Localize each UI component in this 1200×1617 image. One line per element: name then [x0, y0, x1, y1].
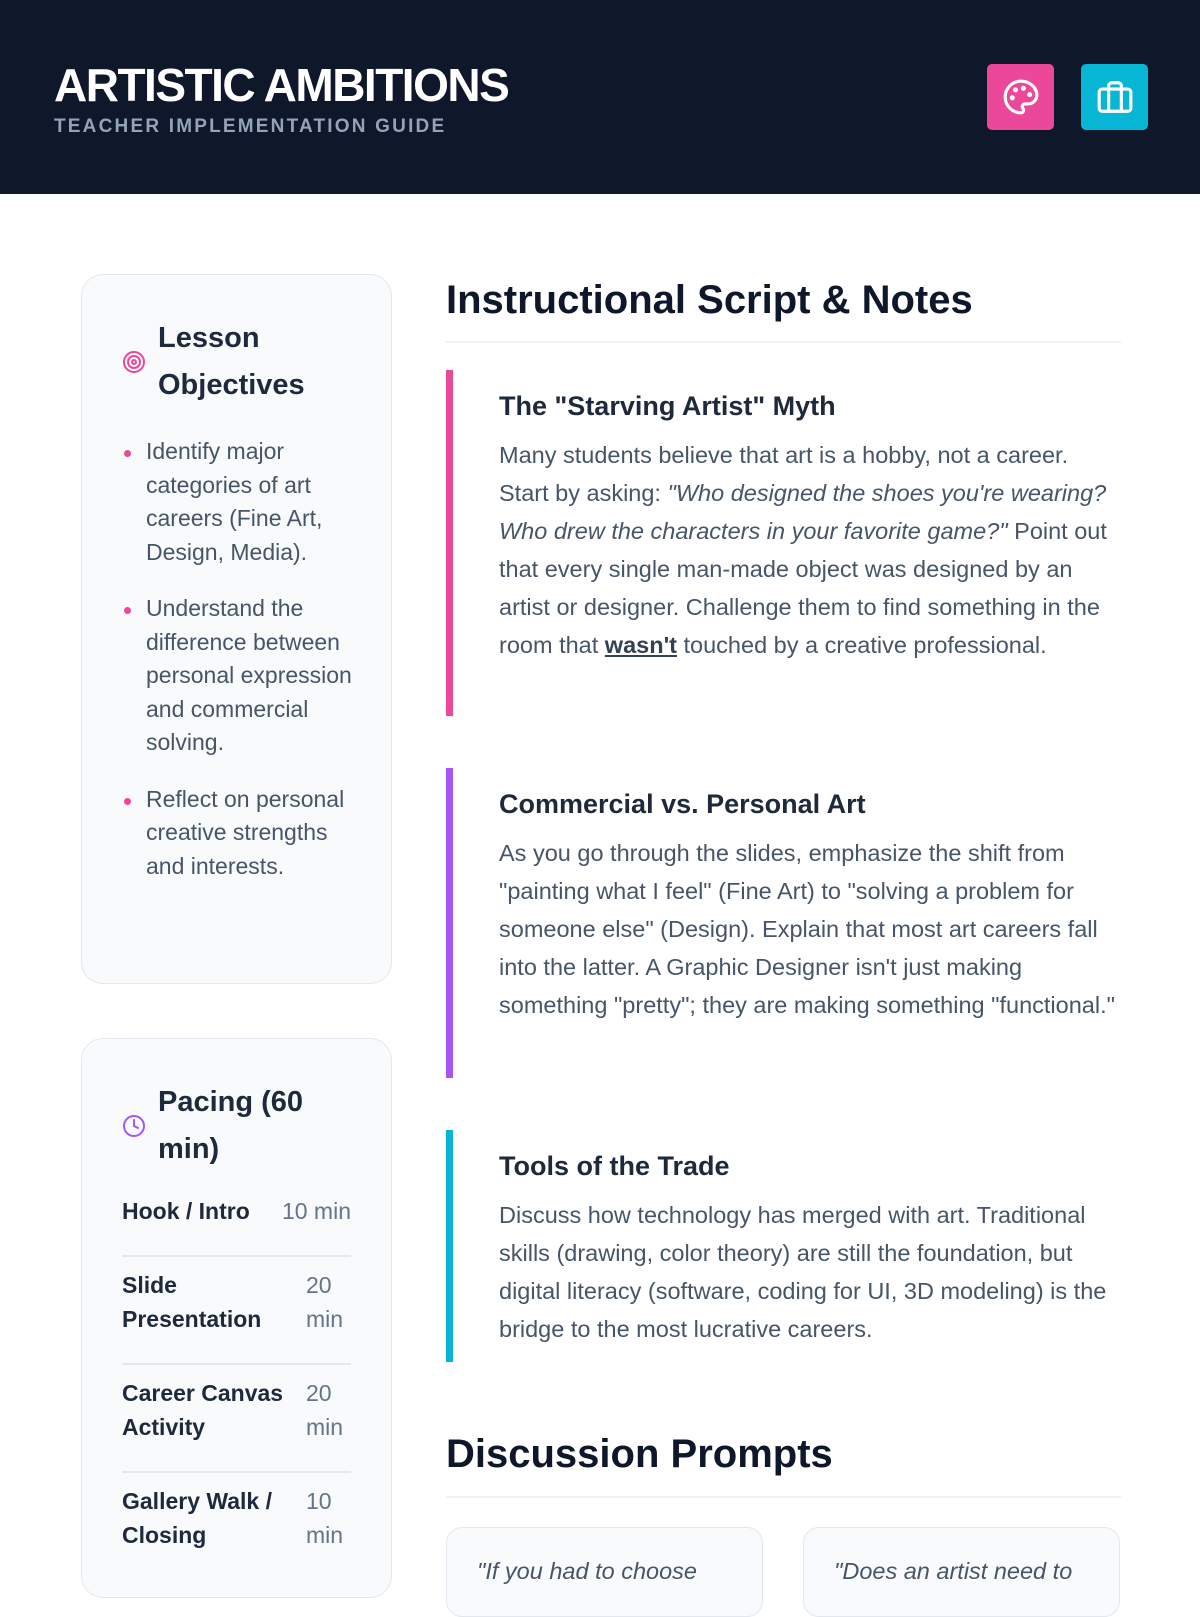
- pacing-row-label: Slide Presentation: [122, 1272, 262, 1332]
- objectives-list: [122, 435, 362, 906]
- note-starving-artist: [446, 370, 1122, 716]
- pacing-row: [122, 1377, 351, 1473]
- section-divider: [446, 1496, 1121, 1498]
- pacing-row-time: 20 min: [306, 1272, 344, 1332]
- discussion-prompt-text: "If you had to choose: [477, 1558, 697, 1584]
- discussion-prompt-card: [803, 1527, 1120, 1617]
- note-heading: Tools of the Trade: [499, 1151, 730, 1181]
- pacing-row: [122, 1195, 351, 1257]
- objectives-header: [122, 315, 362, 409]
- pacing-row: [122, 1485, 351, 1581]
- objectives-title: Lesson Objectives: [158, 322, 305, 401]
- note-commercial-vs-personal: [446, 768, 1122, 1078]
- discussion-prompt-text: "Does an artist need to: [834, 1558, 1073, 1584]
- pacing-row-time: 10 min: [306, 1488, 344, 1548]
- pacing-row-label: Gallery Walk / Closing: [122, 1488, 272, 1548]
- objective-item: Understand the difference between personal expression and commercial solving.: [122, 592, 362, 760]
- note-body: [499, 436, 1122, 664]
- section-divider: [446, 341, 1121, 343]
- objective-item: Reflect on personal creative strengths and interests.: [122, 783, 362, 884]
- pacing-row-label: Career Canvas Activity: [122, 1380, 284, 1440]
- briefcase-icon: [1096, 78, 1134, 116]
- pacing-row: [122, 1269, 351, 1365]
- note-text: touched by a creative professional.: [676, 632, 1047, 658]
- pacing-header: [122, 1079, 362, 1173]
- note-body: As you go through the slides, emphasize the shift from "painting what I feel" (Fine Art) to "solving a problem for someone else" (Design). Explain that most art careers fall into the latter. A Graphic Designer isn't just making something "pretty"; they are making something "functional.": [499, 840, 1115, 1018]
- script-section-title: Instructional Script & Notes: [446, 278, 973, 322]
- page-title: ARTISTIC AMBITIONS: [54, 59, 509, 111]
- pacing-row-time: 20 min: [306, 1380, 344, 1440]
- pacing-row-time: 10 min: [281, 1198, 351, 1224]
- note-text: Point out that every single man-made object was designed by an artist or designer. Challenge them to find something in the room that: [499, 518, 1107, 658]
- page-subtitle: TEACHER IMPLEMENTATION GUIDE: [54, 116, 447, 137]
- note-heading: The "Starving Artist" Myth: [499, 391, 836, 421]
- briefcase-button[interactable]: [1081, 64, 1148, 130]
- discussion-section-title: Discussion Prompts: [446, 1432, 833, 1476]
- note-tools-of-trade: [446, 1130, 1122, 1362]
- discussion-prompt-card: [446, 1527, 763, 1617]
- objective-item: Identify major categories of art careers (Fine Art, Design, Media).: [122, 435, 362, 569]
- pacing-row-label: Hook / Intro: [122, 1198, 250, 1224]
- palette-icon: [1002, 78, 1040, 116]
- note-heading: Commercial vs. Personal Art: [499, 789, 866, 819]
- pacing-card: [81, 1038, 392, 1598]
- page-header: [0, 0, 1200, 194]
- note-emphasis: wasn't: [604, 632, 677, 658]
- objectives-card: [81, 274, 392, 984]
- note-body: Discuss how technology has merged with art. Traditional skills (drawing, color theory) are still the foundation, but digital literacy (software, coding for UI, 3D modeling) is the bridge to the most lucrative careers.: [499, 1202, 1107, 1342]
- target-icon: [122, 350, 146, 374]
- note-text: Many students believe that art is a hobby, not a career. Start by asking:: [499, 442, 1069, 506]
- palette-button[interactable]: [987, 64, 1054, 130]
- pacing-title: Pacing (60 min): [158, 1086, 304, 1165]
- clock-icon: [122, 1114, 146, 1138]
- note-quote: "Who designed the shoes you're wearing? Who drew the characters in your favorite game?": [499, 480, 1107, 544]
